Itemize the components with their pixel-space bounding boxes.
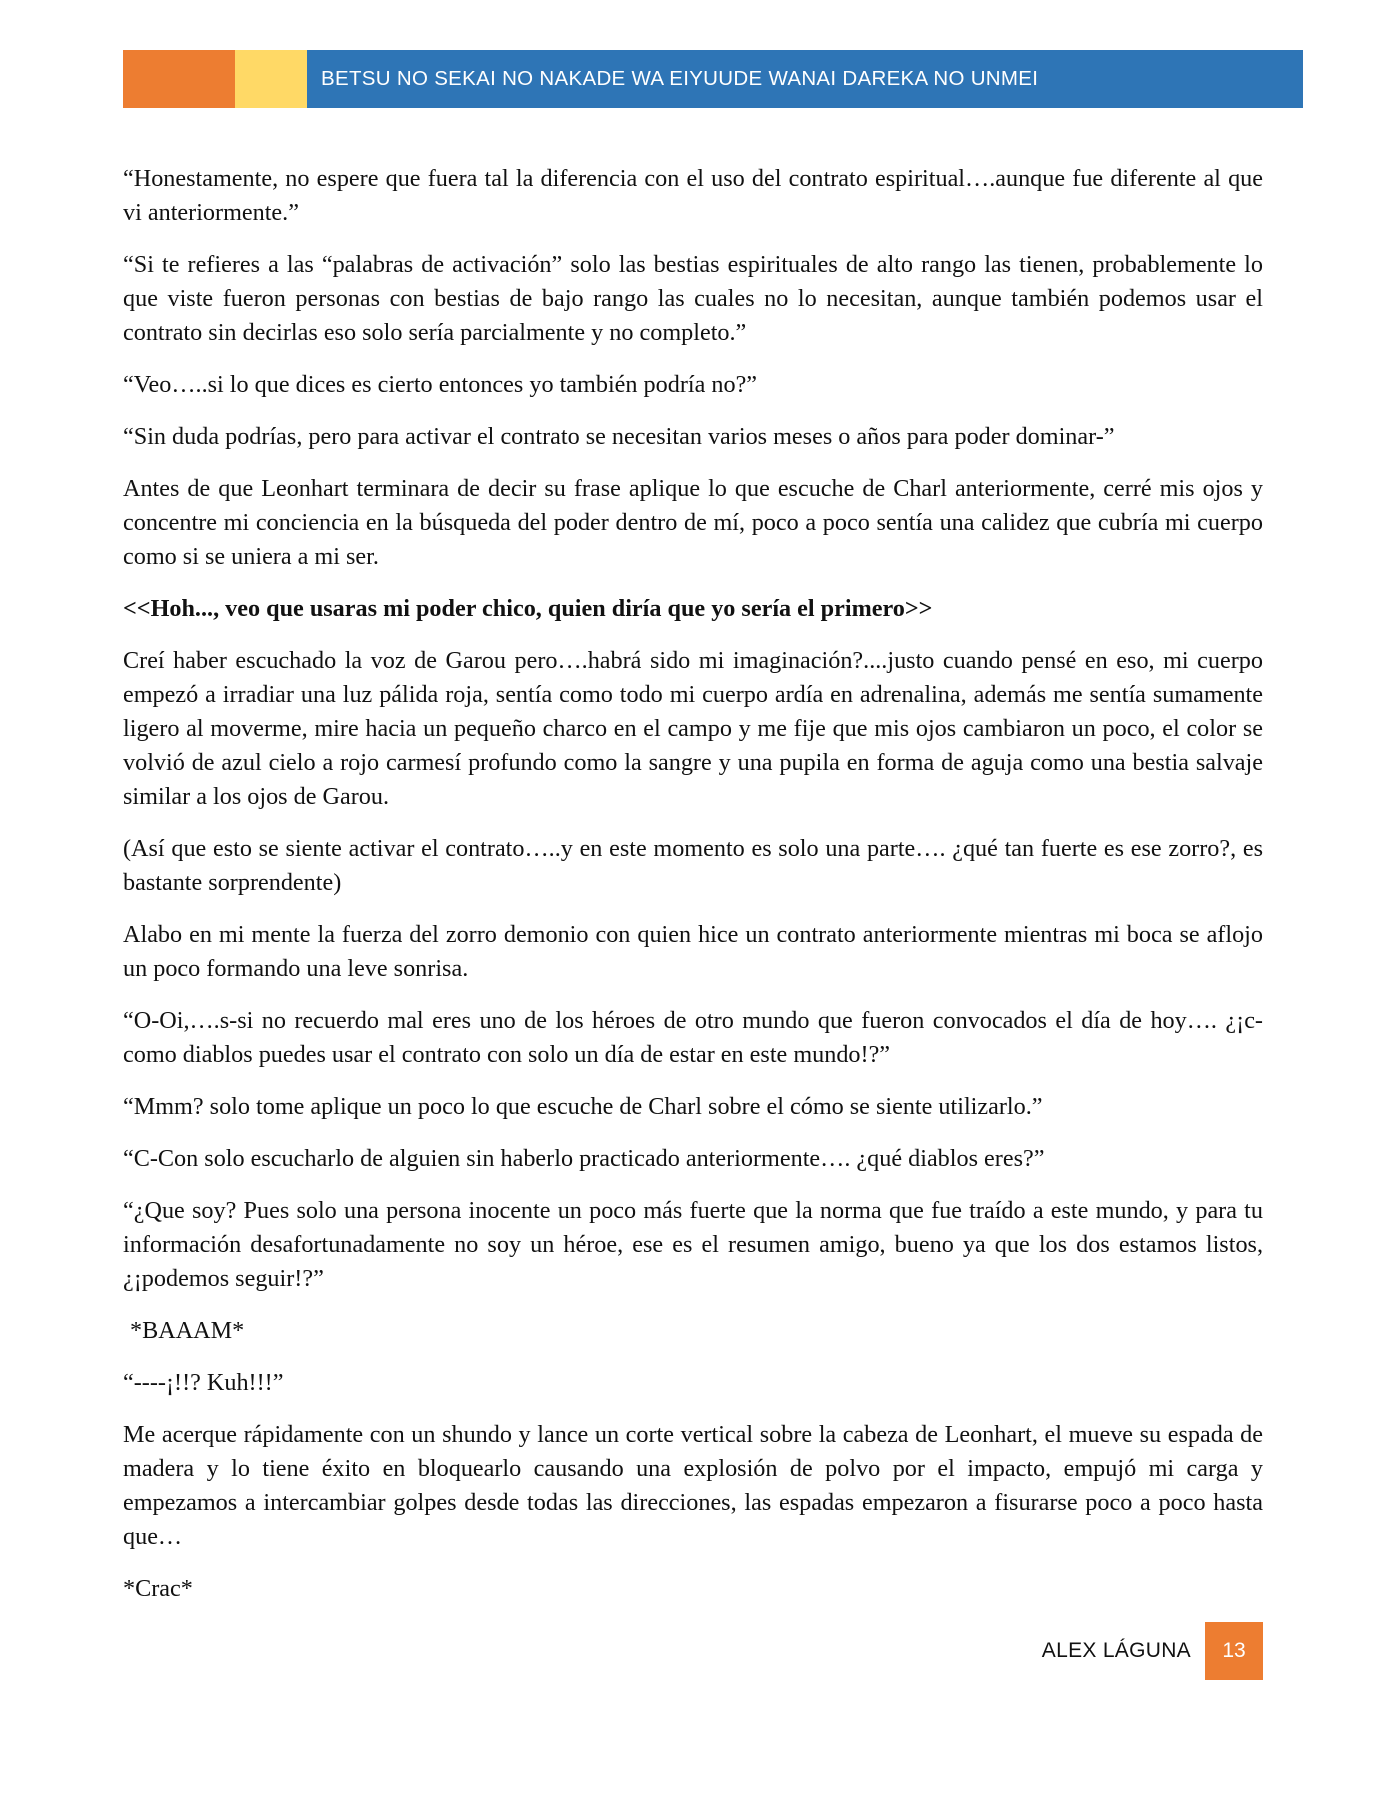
paragraph: Antes de que Leonhart terminara de decir su frase aplique lo que escuche de Charl anteriormente, cerré mis ojos y concentre mi conciencia en la búsqueda del poder dentro de mí, poco a poco sentía una calidez que cubría mi cuerpo como si se uniera a mi ser.: [123, 475, 1263, 570]
paragraph: “O-Oi,….s-si no recuerdo mal eres uno de los héroes de otro mundo que fueron convocados el día de hoy…. ¿¡c-como diablos puedes usar el contrato con solo un día de estar en este mundo!?”: [123, 1007, 1263, 1068]
paragraph: *BAAAM*: [130, 1317, 245, 1344]
paragraph: Me acerque rápidamente con un shundo y lance un corte vertical sobre la cabeza de Leonhart, el mueve su espada de madera y lo tiene éxito en bloquearlo causando una explosión de polvo por el impacto, empujó mi carga y empezamos a intercambiar golpes desde todas las direcciones, las espadas empezaron a fisurarse poco a poco hasta que…: [123, 1421, 1263, 1550]
paragraph: “C-Con solo escucharlo de alguien sin haberlo practicado anteriormente…. ¿qué diablos eres?”: [123, 1145, 1045, 1172]
paragraph: (Así que esto se siente activar el contrato…..y en este momento es solo una parte…. ¿qué tan fuerte es ese zorro?, es bastante sorprendente): [123, 835, 1263, 896]
page-header: [123, 50, 1303, 108]
author-name: ALEX LÁGUNA: [1041, 1639, 1191, 1662]
paragraph: Creí haber escuchado la voz de Garou pero….habrá sido mi imaginación?....justo cuando pensé en eso, mi cuerpo empezó a irradiar una luz pálida roja, sentía como todo mi cuerpo ardía en adrenalina, además me sentía sumamente ligero al moverme, mire hacia un pequeño charco en el campo y me fije que mis ojos cambiaron un poco, el color se volvió de azul cielo a rojo carmesí profundo como la sangre y una pupila en forma de aguja como una bestia salvaje similar a los ojos de Garou.: [123, 647, 1263, 810]
page-number: 13: [1205, 1622, 1263, 1680]
paragraph: *Crac*: [123, 1575, 193, 1602]
header-title-bar: [307, 50, 1303, 108]
header-orange-block: [123, 50, 235, 108]
paragraph-bold: <<Hoh..., veo que usaras mi poder chico, quien diría que yo sería el primero>>: [123, 595, 933, 622]
paragraph: “Veo…..si lo que dices es cierto entonces yo también podría no?”: [123, 371, 758, 398]
paragraph: “Honestamente, no espere que fuera tal la diferencia con el uso del contrato espiritual….aunque fue diferente al que vi anteriormente.”: [123, 165, 1263, 226]
paragraph: “¿Que soy? Pues solo una persona inocente un poco más fuerte que la norma que fue traído a este mundo, y para tu información desafortunadamente no soy un héroe, ese es el resumen amigo, bueno ya que los dos estamos listos, ¿¡podemos seguir!?”: [123, 1197, 1263, 1292]
paragraph: Alabo en mi mente la fuerza del zorro demonio con quien hice un contrato anteriormente mientras mi boca se aflojo un poco formando una leve sonrisa.: [123, 921, 1263, 982]
paragraph: “Si te refieres a las “palabras de activación” solo las bestias espirituales de alto rango las tienen, probablemente lo que viste fueron personas con bestias de bajo rango las cuales no lo necesitan, aunque también podemos usar el contrato sin decirlas eso solo sería parcialmente y no completo.”: [123, 251, 1263, 346]
book-title: BETSU NO SEKAI NO NAKADE WA EIYUUDE WANAI DAREKA NO UNMEI: [321, 67, 1039, 90]
page-body: [123, 162, 1263, 1624]
paragraph: “----¡!!? Kuh!!!”: [123, 1369, 284, 1396]
header-yellow-block: [235, 50, 307, 108]
paragraph: “Sin duda podrías, pero para activar el contrato se necesitan varios meses o años para poder dominar-”: [123, 423, 1115, 450]
paragraph: “Mmm? solo tome aplique un poco lo que escuche de Charl sobre el cómo se siente utilizarlo.”: [123, 1093, 1043, 1120]
page-footer: [1042, 1622, 1263, 1680]
